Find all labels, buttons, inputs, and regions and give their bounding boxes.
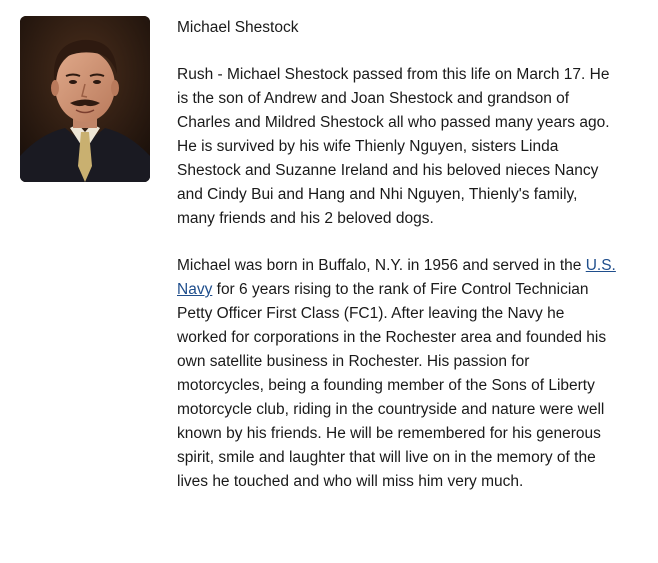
- portrait-illustration: [20, 16, 150, 182]
- obituary-content: [177, 16, 617, 517]
- obituary-name: Michael Shestock: [177, 19, 299, 36]
- us-navy-link[interactable]: U.S. Navy: [177, 257, 616, 298]
- paragraph-text-before-link: Michael was born in Buffalo, N.Y. in 1956 and served in the: [177, 257, 586, 274]
- obituary-paragraph-life: [177, 254, 617, 494]
- portrait-photo: [20, 16, 150, 182]
- paragraph-text-after-link: for 6 years rising to the rank of Fire Control Technician Petty Officer First Class (FC1). After leaving the Navy he worked for corporations in the Rochester area and founded his own satellite business in Rochester. His passion for motorcycles, being a founding member of the Sons of Liberty motorcycle club, riding in the countryside and nature were well known by his friends. He will be remembered for his generous spirit, smile and laughter that will live on in the memory of the lives he touched and who will miss him very much.: [177, 281, 607, 490]
- obituary-paragraph-family: Rush - Michael Shestock passed from this life on March 17. He is the son of Andrew and Joan Shestock and grandson of Charles and Mildred Shestock all who passed many years ago. He is survived by his wife Thienly Nguyen, sisters Linda Shestock and Suzanne Ireland and his beloved nieces Nancy and Cindy Bui and Hang and Nhi Nguyen, Thienly's family, many friends and his 2 beloved dogs.: [177, 66, 610, 227]
